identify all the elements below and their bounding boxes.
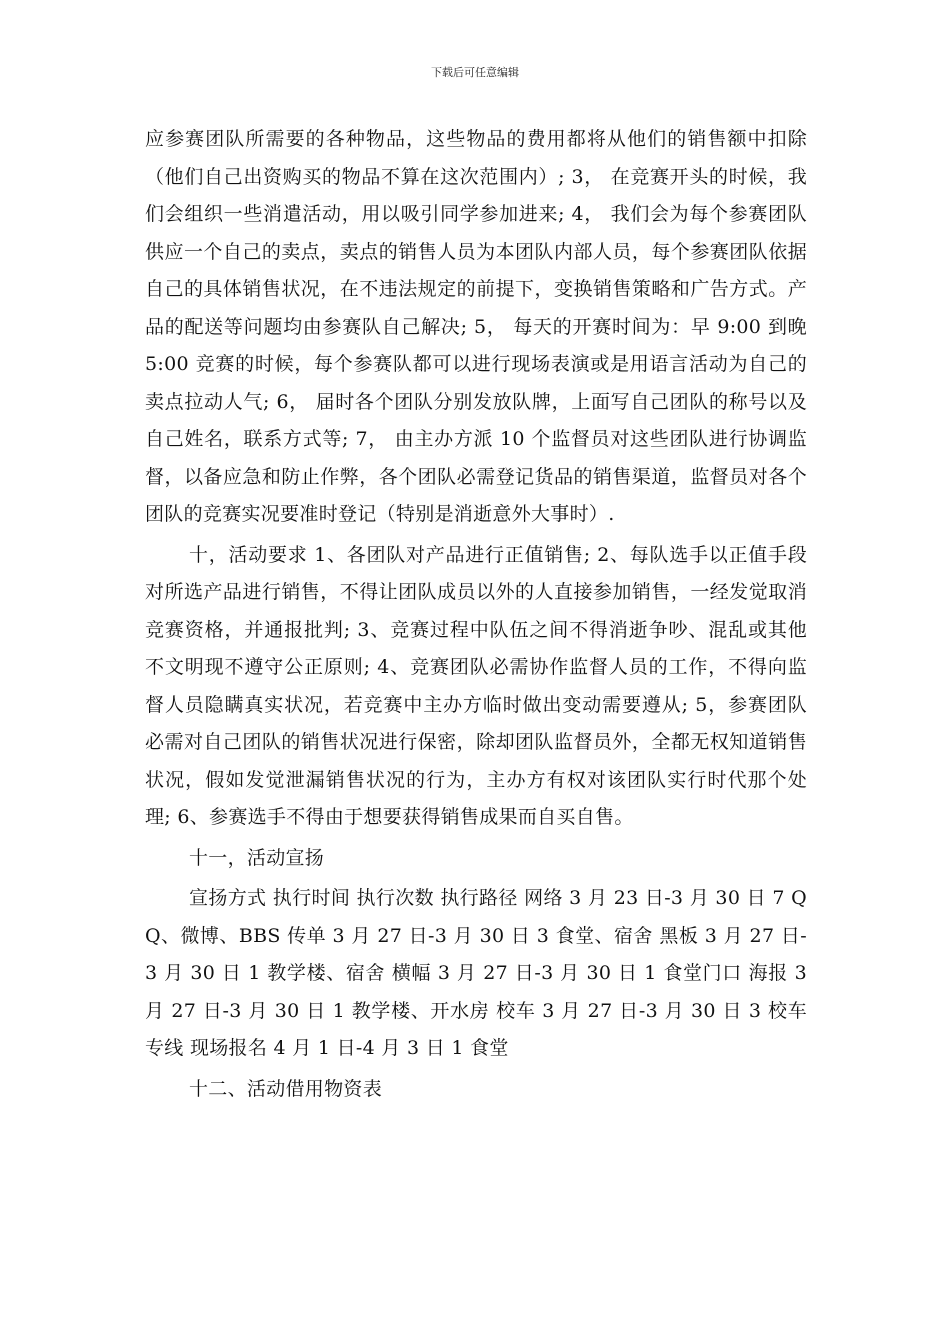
paragraph-activity-requirements: 十，活动要求 1、各团队对产品进行正值销售; 2、每队选手以正值手段对所选产品进行销售，不得让团队成员以外的人直接参加销售，一经发觉取消竞赛资格，并通报批判; 3、竞赛过程中队伍之间不得消逝争吵、混乱或其他不文明现不遵守公正原则; 4、竞赛团队必需协作监督人员的工作，不得向监督人员隐瞒真实状况，若竞赛中主办方临时做出变动需要遵从; 5，参赛团队必需对自己团队的销售状况进行保密，除却团队监督员外，全都无权知道销售状况，假如发觉泄漏销售状况的行为，主办方有权对该团队实行时代那个处理; 6、参赛选手不得由于想要获得销售成果而自买自售。 [145,543,807,828]
paragraph-publicity-schedule: 宣扬方式 执行时间 执行次数 执行路径 网络 3 月 23 日-3 月 30 日 7 QQ、微博、BBS 传单 3 月 27 日-3 月 30 日 3 食堂、宿舍 黑板 3 月 27 日-3 月 30 日 1 教学楼、宿舍 横幅 3 月 27 日-3 月 30 日 1 食堂门口 海报 3 月 27 日-3 月 30 日 1 教学楼、开水房 校车 3 月 27 日-3 月 30 日 3 校车专线 现场报名 4 月 1 日-4 月 3 日 1 食堂 [145,887,807,1059]
paragraph-competition-rules: 应参赛团队所需要的各种物品，这些物品的费用都将从他们的销售额中扣除（他们自己出资购买的物品不算在这次范围内）; 3， 在竞赛开头的时候，我们会组织一些消遣活动，用以吸引同学参加进来; 4， 我们会为每个参赛团队供应一个自己的卖点，卖点的销售人员为本团队内部人员，每个参赛团队依据自己的具体销售状况，在不违法规定的前提下，变换销售策略和广告方式。产品的配送等问题均由参赛队自己解决; 5， 每天的开赛时间为：早 9:00 到晚 5:00 竞赛的时候，每个参赛队都可以进行现场表演或是用语言活动为自己的卖点拉动人气; 6， 届时各个团队分别发放队牌，上面写自己团队的称号以及自己姓名，联系方式等; 7， 由主办方派 10 个监督员对这些团队进行协调监督，以备应急和防止作弊，各个团队必需登记货品的销售渠道，监督员对各个团队的竞赛实况要准时登记（特别是消逝意外大事时）. [145,128,807,525]
page-header: 下载后可任意编辑 [431,66,519,79]
section-heading-materials: 十二、活动借用物资表 [189,1077,383,1100]
section-heading-publicity: 十一，活动宣扬 [189,846,325,869]
document-body [145,121,807,1108]
